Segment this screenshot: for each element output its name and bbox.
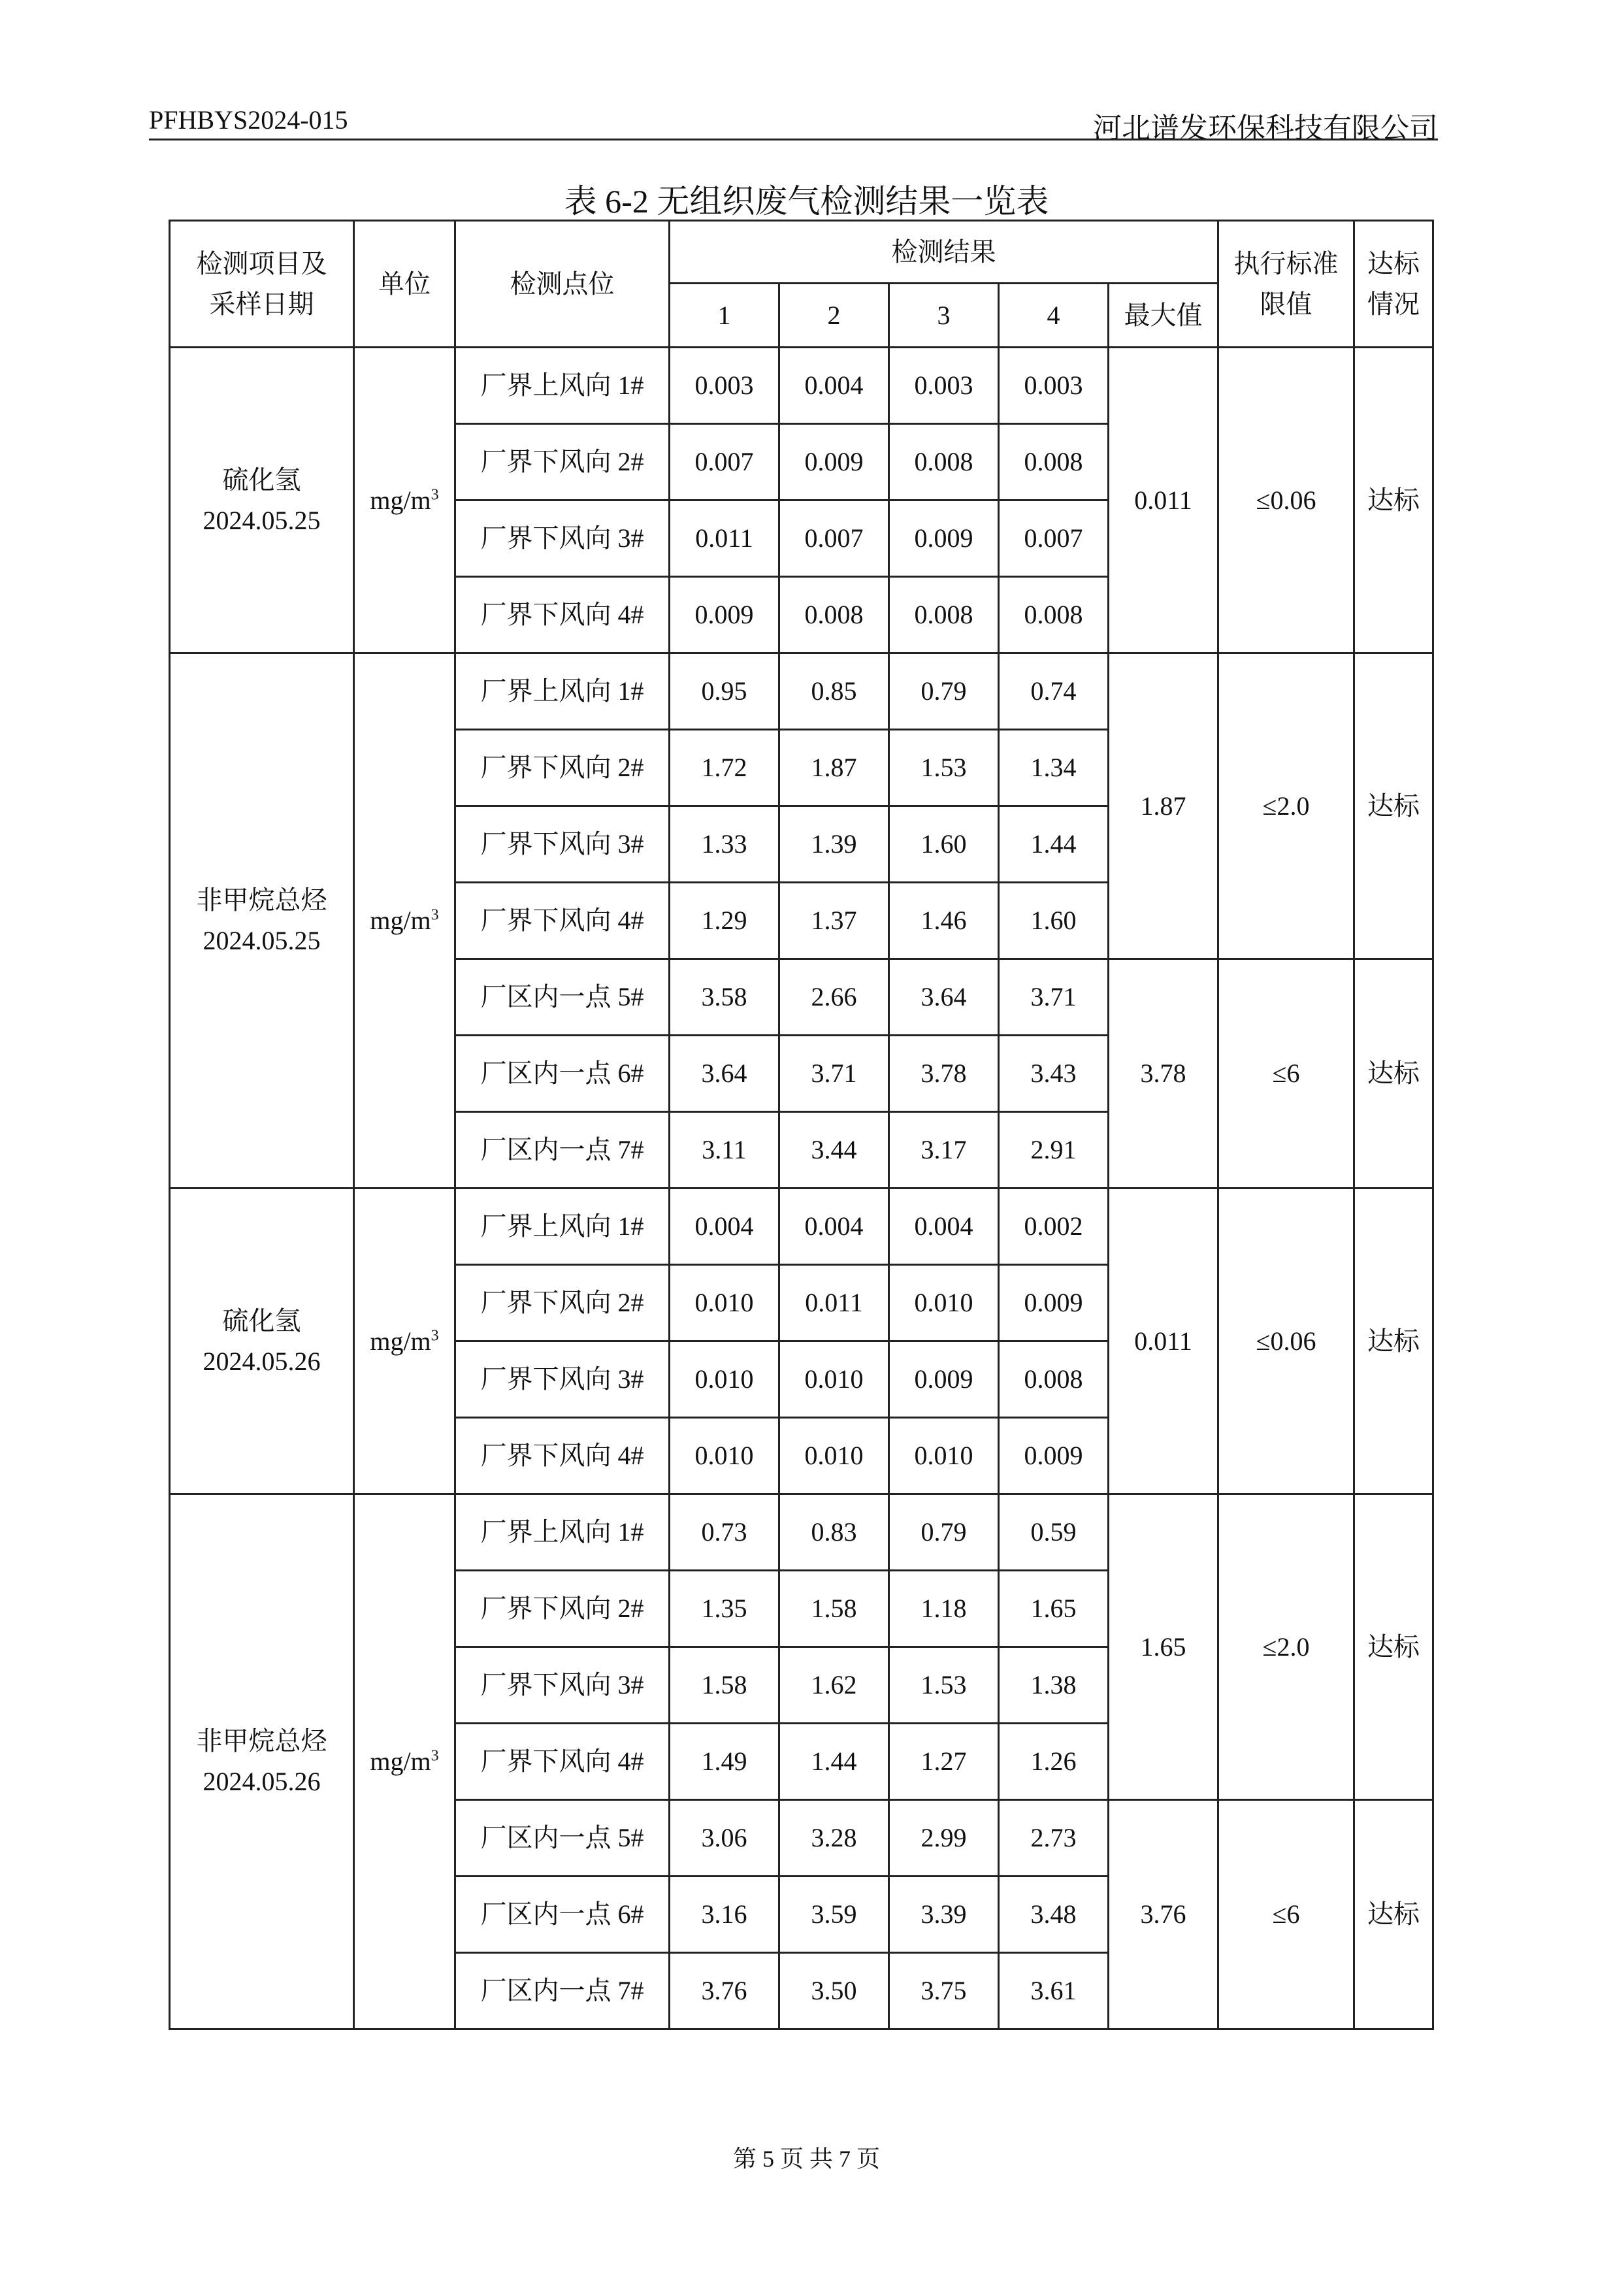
result-cell-3: 1.53: [889, 730, 999, 806]
max-value-cell: 0.011: [1109, 348, 1218, 653]
point-cell: 厂界下风向 2#: [455, 424, 670, 500]
header-result-1: 1: [670, 284, 779, 348]
unit-text: mg/m: [370, 485, 431, 515]
header-results: 检测结果: [670, 221, 1218, 284]
header-item-line1: 检测项目及: [196, 248, 327, 278]
unit-cell: [354, 653, 455, 1189]
result-cell-4: 0.008: [999, 1341, 1109, 1418]
result-cell-3: 1.60: [889, 806, 999, 883]
header-status-line1: 达标: [1367, 248, 1420, 278]
result-cell-1: 3.76: [670, 1953, 779, 2029]
result-cell-4: 0.009: [999, 1265, 1109, 1341]
limit-cell: ≤0.06: [1218, 1189, 1354, 1494]
result-cell-4: 3.61: [999, 1953, 1109, 2029]
result-cell-3: 3.64: [889, 959, 999, 1036]
table-row: [170, 653, 1433, 730]
company-name: 河北谱发环保科技有限公司: [1093, 112, 1438, 144]
result-cell-4: 0.008: [999, 424, 1109, 500]
result-cell-3: 0.009: [889, 500, 999, 577]
item-cell: [170, 1494, 354, 2029]
result-cell-3: 0.79: [889, 653, 999, 730]
point-cell: 厂界下风向 2#: [455, 1571, 670, 1647]
status-cell: 达标: [1354, 1189, 1433, 1494]
status-cell: 达标: [1354, 348, 1433, 653]
result-cell-3: 3.75: [889, 1953, 999, 2029]
result-cell-4: 0.003: [999, 348, 1109, 424]
result-cell-4: 1.60: [999, 883, 1109, 959]
result-cell-3: 1.53: [889, 1647, 999, 1724]
result-cell-4: 0.59: [999, 1494, 1109, 1571]
result-cell-1: 1.72: [670, 730, 779, 806]
point-cell: 厂区内一点 6#: [455, 1877, 670, 1953]
header-status: [1354, 221, 1433, 348]
result-cell-1: 0.007: [670, 424, 779, 500]
unit-superscript: 3: [431, 1327, 439, 1345]
result-cell-2: 0.004: [779, 348, 889, 424]
result-cell-4: 1.38: [999, 1647, 1109, 1724]
result-cell-1: 3.16: [670, 1877, 779, 1953]
document-code: PFHBYS2024-015: [149, 105, 348, 135]
result-cell-2: 0.004: [779, 1189, 889, 1265]
result-cell-1: 3.64: [670, 1036, 779, 1112]
table-title: 表 6-2 无组织废气检测结果一览表: [564, 183, 1049, 220]
status-cell: 达标: [1354, 959, 1433, 1189]
result-cell-4: 3.48: [999, 1877, 1109, 1953]
result-cell-4: 1.34: [999, 730, 1109, 806]
item-name: 非甲烷总烃: [196, 885, 327, 915]
header-result-2: 2: [779, 284, 889, 348]
result-cell-2: 0.83: [779, 1494, 889, 1571]
unit-text: mg/m: [370, 1326, 431, 1356]
result-cell-2: 2.66: [779, 959, 889, 1036]
result-cell-1: 0.004: [670, 1189, 779, 1265]
header-status-line2: 情况: [1367, 289, 1420, 319]
point-cell: 厂区内一点 6#: [455, 1036, 670, 1112]
limit-cell: ≤2.0: [1218, 653, 1354, 959]
point-cell: 厂界下风向 4#: [455, 1418, 670, 1494]
limit-cell: ≤2.0: [1218, 1494, 1354, 1800]
result-cell-4: 0.008: [999, 577, 1109, 653]
header-result-4: 4: [999, 284, 1109, 348]
header-limit: [1218, 221, 1354, 348]
result-cell-4: 3.43: [999, 1036, 1109, 1112]
point-cell: 厂界上风向 1#: [455, 1494, 670, 1571]
result-cell-3: 1.27: [889, 1724, 999, 1800]
result-cell-4: 2.91: [999, 1112, 1109, 1189]
unit-cell: [354, 1189, 455, 1494]
header-unit: 单位: [354, 221, 455, 348]
result-cell-4: 0.007: [999, 500, 1109, 577]
result-cell-4: 0.009: [999, 1418, 1109, 1494]
unit-superscript: 3: [431, 486, 439, 504]
result-cell-3: 0.008: [889, 577, 999, 653]
unit-cell: [354, 1494, 455, 2029]
result-cell-3: 2.99: [889, 1800, 999, 1877]
item-cell: [170, 653, 354, 1189]
point-cell: 厂界下风向 3#: [455, 806, 670, 883]
header-limit-line2: 限值: [1260, 289, 1312, 319]
results-table: [169, 220, 1434, 2030]
result-cell-4: 3.71: [999, 959, 1109, 1036]
sample-date: 2024.05.26: [203, 1767, 321, 1796]
result-cell-2: 3.59: [779, 1877, 889, 1953]
item-cell: [170, 348, 354, 653]
result-cell-1: 1.33: [670, 806, 779, 883]
result-cell-3: 0.003: [889, 348, 999, 424]
result-cell-1: 0.003: [670, 348, 779, 424]
result-cell-1: 3.06: [670, 1800, 779, 1877]
result-cell-1: 0.009: [670, 577, 779, 653]
result-cell-2: 1.37: [779, 883, 889, 959]
result-cell-2: 0.010: [779, 1341, 889, 1418]
result-cell-2: 0.85: [779, 653, 889, 730]
header-item-line2: 采样日期: [209, 289, 314, 319]
item-name: 非甲烷总烃: [196, 1726, 327, 1756]
max-value-cell: 3.78: [1109, 959, 1218, 1189]
header-result-3: 3: [889, 284, 999, 348]
result-cell-2: 0.008: [779, 577, 889, 653]
unit-text: mg/m: [370, 1747, 431, 1776]
sample-date: 2024.05.26: [203, 1346, 321, 1376]
max-value-cell: 0.011: [1109, 1189, 1218, 1494]
status-cell: 达标: [1354, 653, 1433, 959]
result-cell-1: 1.35: [670, 1571, 779, 1647]
point-cell: 厂界下风向 4#: [455, 1724, 670, 1800]
result-cell-3: 0.010: [889, 1265, 999, 1341]
sample-date: 2024.05.25: [203, 926, 321, 955]
result-cell-2: 0.010: [779, 1418, 889, 1494]
unit-superscript: 3: [431, 1747, 439, 1765]
result-cell-4: 1.44: [999, 806, 1109, 883]
header-divider: [149, 139, 1438, 140]
result-cell-4: 1.26: [999, 1724, 1109, 1800]
result-cell-3: 1.46: [889, 883, 999, 959]
result-cell-3: 0.009: [889, 1341, 999, 1418]
unit-superscript: 3: [431, 906, 439, 924]
point-cell: 厂界下风向 3#: [455, 1341, 670, 1418]
limit-cell: ≤6: [1218, 1800, 1354, 2029]
result-cell-3: 0.010: [889, 1418, 999, 1494]
point-cell: 厂界下风向 3#: [455, 1647, 670, 1724]
unit-cell: [354, 348, 455, 653]
result-cell-1: 1.49: [670, 1724, 779, 1800]
max-value-cell: 1.87: [1109, 653, 1218, 959]
unit-text: mg/m: [370, 906, 431, 935]
result-cell-2: 1.62: [779, 1647, 889, 1724]
point-cell: 厂界下风向 3#: [455, 500, 670, 577]
point-cell: 厂区内一点 7#: [455, 1953, 670, 2029]
item-cell: [170, 1189, 354, 1494]
result-cell-1: 1.29: [670, 883, 779, 959]
result-cell-2: 0.011: [779, 1265, 889, 1341]
status-cell: 达标: [1354, 1494, 1433, 1800]
limit-cell: ≤0.06: [1218, 348, 1354, 653]
header-item: [170, 221, 354, 348]
result-cell-3: 0.008: [889, 424, 999, 500]
result-cell-2: 1.44: [779, 1724, 889, 1800]
result-cell-1: 0.010: [670, 1265, 779, 1341]
result-cell-1: 0.010: [670, 1418, 779, 1494]
max-value-cell: 1.65: [1109, 1494, 1218, 1800]
item-name: 硫化氢: [222, 465, 301, 495]
header-max: 最大值: [1109, 284, 1218, 348]
result-cell-3: 3.78: [889, 1036, 999, 1112]
point-cell: 厂界上风向 1#: [455, 653, 670, 730]
result-cell-3: 1.18: [889, 1571, 999, 1647]
header-point: 检测点位: [455, 221, 670, 348]
point-cell: 厂区内一点 5#: [455, 959, 670, 1036]
result-cell-2: 3.28: [779, 1800, 889, 1877]
limit-cell: ≤6: [1218, 959, 1354, 1189]
table-row: [170, 1189, 1433, 1265]
header-limit-line1: 执行标准: [1233, 248, 1339, 278]
result-cell-1: 0.73: [670, 1494, 779, 1571]
result-cell-3: 3.39: [889, 1877, 999, 1953]
point-cell: 厂界下风向 2#: [455, 730, 670, 806]
item-name: 硫化氢: [222, 1305, 301, 1336]
status-cell: 达标: [1354, 1800, 1433, 2029]
page-number: 第 5 页 共 7 页: [732, 2146, 880, 2172]
result-cell-2: 1.58: [779, 1571, 889, 1647]
table-row: [170, 348, 1433, 424]
result-cell-1: 0.011: [670, 500, 779, 577]
result-cell-1: 1.58: [670, 1647, 779, 1724]
max-value-cell: 3.76: [1109, 1800, 1218, 2029]
result-cell-4: 2.73: [999, 1800, 1109, 1877]
result-cell-2: 3.44: [779, 1112, 889, 1189]
result-cell-1: 0.010: [670, 1341, 779, 1418]
result-cell-2: 0.009: [779, 424, 889, 500]
result-cell-3: 0.004: [889, 1189, 999, 1265]
result-cell-1: 0.95: [670, 653, 779, 730]
results-body: [170, 348, 1433, 2029]
result-cell-1: 3.11: [670, 1112, 779, 1189]
result-cell-2: 3.50: [779, 1953, 889, 2029]
point-cell: 厂界下风向 4#: [455, 577, 670, 653]
result-cell-2: 1.87: [779, 730, 889, 806]
result-cell-4: 0.74: [999, 653, 1109, 730]
point-cell: 厂界上风向 1#: [455, 1189, 670, 1265]
result-cell-4: 0.002: [999, 1189, 1109, 1265]
point-cell: 厂区内一点 7#: [455, 1112, 670, 1189]
result-cell-2: 3.71: [779, 1036, 889, 1112]
result-cell-3: 3.17: [889, 1112, 999, 1189]
result-cell-2: 0.007: [779, 500, 889, 577]
point-cell: 厂界上风向 1#: [455, 348, 670, 424]
point-cell: 厂界下风向 2#: [455, 1265, 670, 1341]
table-row: [170, 1494, 1433, 1571]
point-cell: 厂界下风向 4#: [455, 883, 670, 959]
result-cell-4: 1.65: [999, 1571, 1109, 1647]
point-cell: 厂区内一点 5#: [455, 1800, 670, 1877]
sample-date: 2024.05.25: [203, 505, 321, 535]
result-cell-1: 3.58: [670, 959, 779, 1036]
result-cell-3: 0.79: [889, 1494, 999, 1571]
result-cell-2: 1.39: [779, 806, 889, 883]
